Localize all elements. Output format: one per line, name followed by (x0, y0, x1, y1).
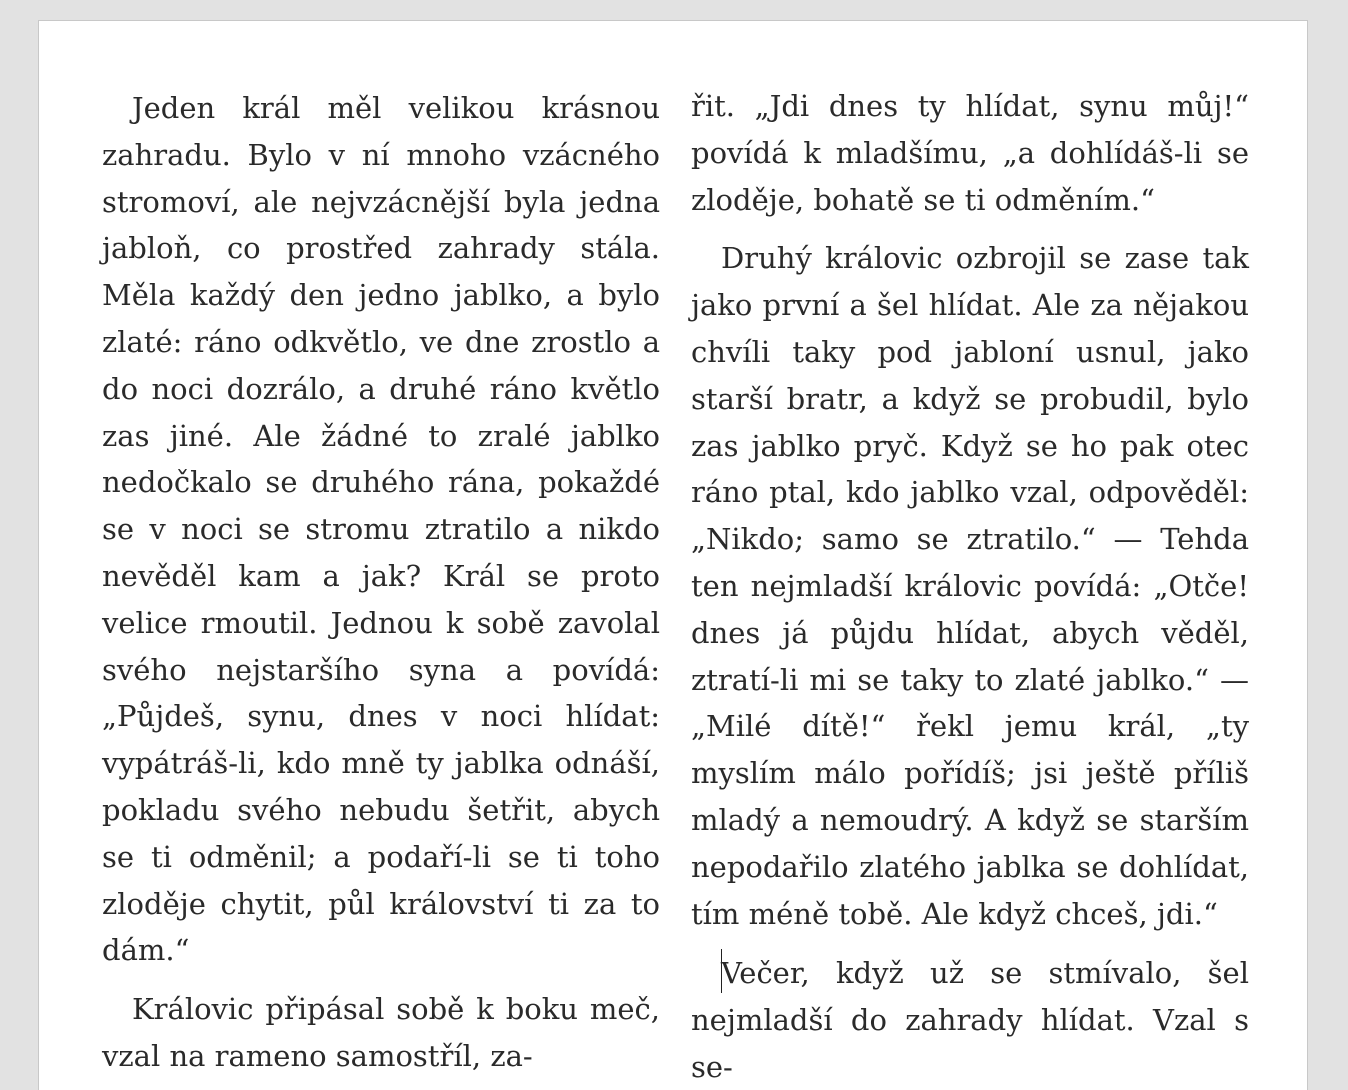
document-page (38, 20, 1308, 1090)
paragraph-text[interactable]: Večer, když už se stmívalo, šel nejmladší do zahrady hlídat. Vzal s se- (691, 956, 1249, 1084)
paragraph-with-cursor[interactable] (691, 949, 1249, 1090)
paragraph[interactable]: Druhý královic ozbrojil se zase tak jako první a šel hlídat. Ale za nějakou chvíli taky pod jabloní usnul, jako starší bratr, a když se probudil, bylo zas jablko pryč. Když se ho pak otec ráno ptal, kdo jablko vzal, odpověděl: „Nikdo; samo se ztratilo.“ — Tehda ten nejmladší královic povídá: „Otče! dnes já půjdu hlídat, abych věděl, ztratí-li mi se taky to zlaté jablko.“ — „Milé dítě!“ řekl jemu král, „ty myslím málo pořídíš; jsi ještě příliš mladý a nemoudrý. A když se starším nepodařilo zlatého jablka se dohlídat, tím méně tobě. Ale když chceš, jdi.“ (691, 241, 1249, 931)
text-column-right[interactable] (691, 83, 1249, 1090)
paragraph[interactable]: Královic připásal sobě k boku meč, vzal na rameno samostříl, za- (102, 992, 660, 1073)
paragraph[interactable]: Jeden král měl velikou krásnou zahradu. Bylo v ní mnoho vzácného stromoví, ale nejvzácnější byla jedna jabloň, co prostřed zahrady stála. Měla každý den jedno jablko, a bylo zlaté: ráno odkvětlo, ve dne zrostlo a do noci dozrálo, a druhé ráno květlo zas jiné. Ale žádné to zralé jablko nedočkalo se druhého rána, pokaždé se v noci se stromu ztratilo a nikdo nevěděl kam a jak? Král se proto velice rmoutil. Jednou k sobě zavolal svého nejstaršího syna a povídá: „Půjdeš, synu, dnes v noci hlídat: vypátráš-li, kdo mně ty jablka odnáší, pokladu svého nebudu šetřit, abych se ti odměnil; a podaří-li se ti toho zloděje chytit, půl království ti za to dám.“ (102, 91, 660, 968)
paragraph[interactable]: řit. „Jdi dnes ty hlídat, synu můj!“ povídá k mladšímu, „a dohlídáš-li se zloděje, bohatě se ti odměním.“ (691, 89, 1249, 217)
text-column-left[interactable] (102, 85, 660, 1090)
